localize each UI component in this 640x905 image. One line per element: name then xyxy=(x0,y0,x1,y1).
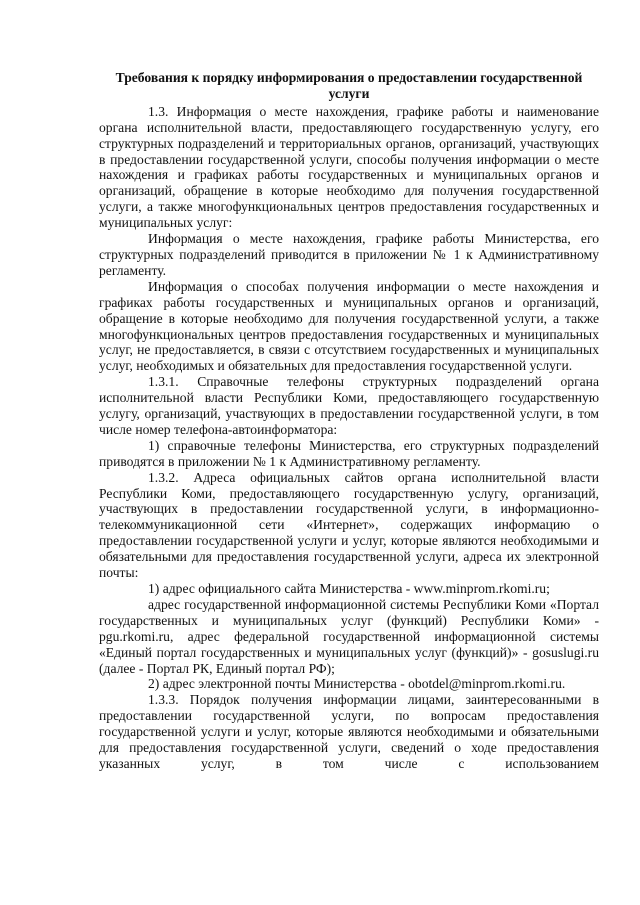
paragraph-1-3-3: 1.3.3. Порядок получения информации лицами, заинтересованными в предоставлении государственной услуги, по вопросам предоставления государственной услуги и услуг, которые являются необходимыми и обязательными для предоставления государственной услуги, сведений о ходе предоставления указанных услуг, в том числе с использованием xyxy=(99,692,599,771)
document-body xyxy=(99,70,599,772)
paragraph-1-3-1: 1.3.1. Справочные телефоны структурных подразделений органа исполнительной власти Республики Коми, предоставляющего государственную услугу, организаций, участвующих в предоставлении государственной услуги, в том числе номер телефона-автоинформатора: xyxy=(99,374,599,437)
paragraph-1-3: 1.3. Информация о месте нахождения, графике работы и наименование органа исполнительной власти, предоставляющего государственную услугу, его структурных подразделений и территориальных органов, организаций, участвующих в предоставлении государственной услуги, способы получения информации о месте нахождения и графиках работы государственных и муниципальных органов и организаций, обращение в которые необходимо для получения государственной услуги, а также многофункциональных центров предоставления государственных и муниципальных услуг: xyxy=(99,103,599,231)
paragraph-website: 1) адрес официального сайта Министерства - www.minprom.rkomi.ru; xyxy=(148,581,550,596)
paragraph-phones: 1) справочные телефоны Министерства, его структурных подразделений приводятся в приложении № 1 к Административному регламенту. xyxy=(99,437,599,469)
paragraph-methods-info: Информация о способах получения информации о месте нахождения и графиках работы государственных и муниципальных органов и организаций, обращение в которые необходимо для получения государственной услуги, а также многофункциональных центров предоставления государственных и муниципальных услуг, не предоставляется, в связи с отсутствием государственных и муниципальных услуг, необходимых и обязательных для предоставления государственной услуги. xyxy=(99,278,599,374)
paragraph-1-3-2: 1.3.2. Адреса официальных сайтов органа исполнительной власти Республики Коми, предоставляющего государственную услугу, организаций, участвующих в предоставлении государственной услуги, в информационно-телекоммуникационной сети «Интернет», содержащих информацию о предоставлении государственной услуги и услуг, которые являются необходимыми и обязательными для предоставления государственной услуги, адреса их электронной почты: xyxy=(99,469,599,581)
paragraph-location-info: Информация о месте нахождения, графике работы Министерства, его структурных подразделений приводится в приложении № 1 к Административному регламенту. xyxy=(99,231,599,278)
section-title: Требования к порядку информирования о предоставлении государственной услуги xyxy=(115,70,583,101)
paragraph-email: 2) адрес электронной почты Министерства - obotdel@minprom.rkomi.ru. xyxy=(148,676,566,692)
paragraph-portal: адрес государственной информационной системы Республики Коми «Портал государственных и муниципальных услуг (функций) Республики Коми» - pgu.rkomi.ru, адрес федеральной государственной информационной системы «Единый портал государственных и муниципальных услуг (функций)» - gosuslugi.ru (далее - Портал РК, Единый портал РФ); xyxy=(99,596,599,676)
